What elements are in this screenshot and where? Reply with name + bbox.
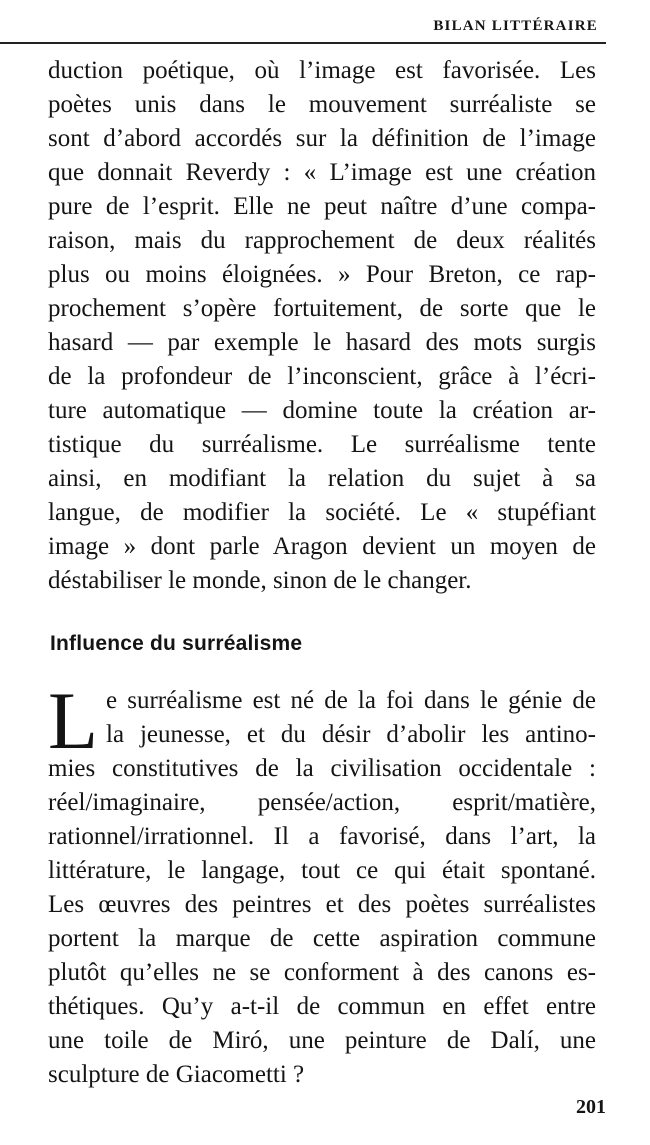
text-line: duction poétique, où l’image est favorisée. Les (48, 57, 596, 84)
text-line: portent la marque de cette aspiration commune (48, 925, 596, 952)
text-line: littérature, le langage, tout ce qui était spontané. (48, 857, 596, 884)
text-line: pure de l’esprit. Elle ne peut naître d’une compa- (48, 193, 596, 220)
text-line: poètes unis dans le mouvement surréaliste se (48, 91, 596, 118)
text-line: sculpture de Giacometti ? (48, 1061, 305, 1088)
text-line: hasard — par exemple le hasard des mots surgis (48, 329, 596, 356)
text-line: image » dont parle Aragon devient un moyen de (48, 533, 596, 560)
text-line: Les œuvres des peintres et des poètes surréalistes (48, 891, 596, 918)
text-line: langue, de modifier la société. Le « stupéfiant (48, 499, 596, 526)
text-line: raison, mais du rapprochement de deux réalités (48, 227, 596, 254)
text-line: ainsi, en modifiant la relation du sujet à sa (48, 465, 596, 492)
text-line: de la profondeur de l’inconscient, grâce à l’écri- (48, 363, 596, 390)
text-line: une toile de Miró, une peinture de Dalí, une (48, 1027, 596, 1054)
running-head: BILAN LITTÉRAIRE (433, 18, 598, 34)
section-heading: Influence du surréalisme (50, 632, 303, 655)
text-line: la jeunesse, et du désir d’abolir les antino- (106, 721, 596, 748)
text-line: que donnait Reverdy : « L’image est une création (48, 159, 596, 186)
text-line: sont d’abord accordés sur la définition de l’image (48, 125, 596, 152)
page-number: 201 (576, 1096, 606, 1118)
text-line: rationnel/irrationnel. Il a favorisé, dans l’art, la (48, 823, 596, 850)
header-rule (0, 42, 606, 44)
text-line: thétiques. Qu’y a-t-il de commun en effet entre (48, 993, 596, 1020)
text-line: réel/imaginaire, pensée/action, esprit/matière, (48, 789, 596, 816)
text-line: ture automatique — domine toute la création ar- (48, 397, 596, 424)
text-line: e surréalisme est né de la foi dans le génie de (106, 687, 596, 714)
body-paragraph-1 (48, 54, 596, 598)
text-line: déstabiliser le monde, sinon de le changer. (48, 567, 472, 594)
text-line: plutôt qu’elles ne se conforment à des canons es- (48, 959, 596, 986)
body-paragraph-2 (48, 675, 596, 1092)
text-line: mies constitutives de la civilisation occidentale : (48, 755, 596, 782)
drop-cap: L (48, 675, 99, 766)
text-line: tistique du surréalisme. Le surréalisme tente (48, 431, 596, 458)
text-line: plus ou moins éloignées. » Pour Breton, ce rap- (48, 261, 596, 288)
text-line: prochement s’opère fortuitement, de sorte que le (48, 295, 596, 322)
